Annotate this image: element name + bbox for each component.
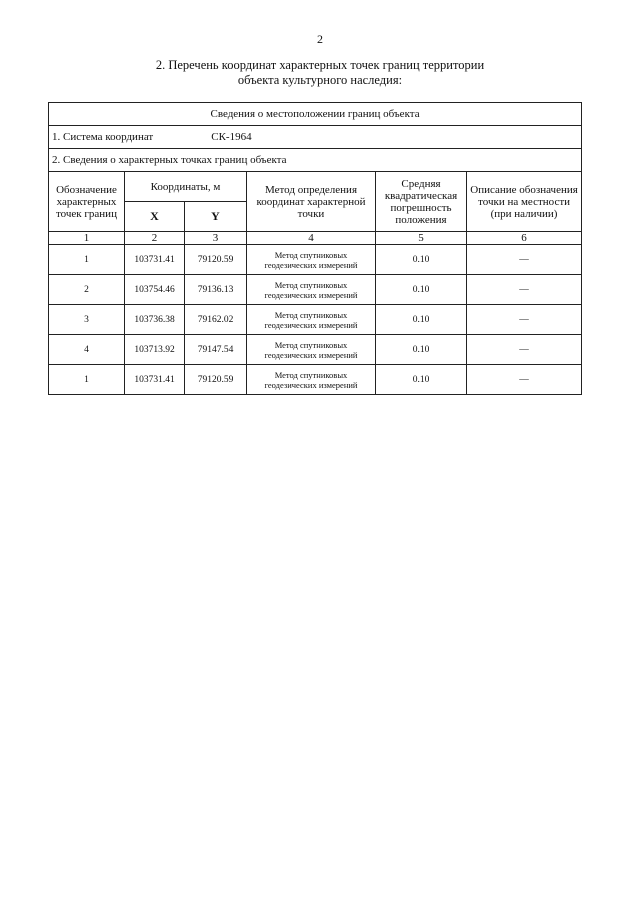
section-heading (0, 58, 640, 88)
error: 0.10 (376, 245, 467, 275)
column-number: 5 (376, 232, 467, 245)
description: — (467, 305, 582, 335)
method: Метод спутниковых геодезических измерений (247, 305, 376, 335)
coord-x: 103754.46 (125, 275, 185, 305)
table-row (49, 305, 582, 335)
error: 0.10 (376, 365, 467, 395)
method: Метод спутниковых геодезических измерений (247, 365, 376, 395)
coord-x: 103731.41 (125, 365, 185, 395)
table-row (49, 365, 582, 395)
column-number: 2 (125, 232, 185, 245)
description: — (467, 275, 582, 305)
header-designation: Обозначение характерных точек границ (49, 172, 125, 232)
coord-x: 103713.92 (125, 335, 185, 365)
error: 0.10 (376, 305, 467, 335)
point-designation: 3 (49, 305, 125, 335)
column-number: 6 (467, 232, 582, 245)
column-number: 4 (247, 232, 376, 245)
point-designation: 1 (49, 245, 125, 275)
coord-system-row (49, 126, 582, 149)
coord-system-cell (49, 126, 582, 149)
method: Метод спутниковых геодезических измерений (247, 245, 376, 275)
coord-system-label: 1. Система координат (52, 131, 154, 143)
header-description: Описание обозначения точки на местности (при наличии) (467, 172, 582, 232)
table-row (49, 335, 582, 365)
page-number: 2 (317, 32, 323, 46)
table-title: Сведения о местоположении границ объекта (49, 103, 582, 126)
coord-y: 79162.02 (185, 305, 247, 335)
method: Метод спутниковых геодезических измерений (247, 275, 376, 305)
description: — (467, 335, 582, 365)
header-y: Y (185, 202, 247, 232)
header-error: Средняя квадратическая погрешность положения (376, 172, 467, 232)
table-row (49, 275, 582, 305)
error: 0.10 (376, 335, 467, 365)
point-designation: 1 (49, 365, 125, 395)
section2-label: 2. Сведения о характерных точках границ объекта (49, 149, 582, 172)
coord-y: 79147.54 (185, 335, 247, 365)
section2-row (49, 149, 582, 172)
table-title-row (49, 103, 582, 126)
coord-x: 103731.41 (125, 245, 185, 275)
table-row (49, 245, 582, 275)
boundary-coordinates-table (48, 102, 582, 395)
coord-x: 103736.38 (125, 305, 185, 335)
coord-y: 79120.59 (185, 365, 247, 395)
error: 0.10 (376, 275, 467, 305)
description: — (467, 365, 582, 395)
column-number: 3 (185, 232, 247, 245)
heading-line-2: объекта культурного наследия: (237, 73, 403, 87)
header-x: X (125, 202, 185, 232)
heading-line-1: 2. Перечень координат характерных точек границ территории (155, 58, 485, 72)
header-coordinates: Координаты, м (125, 172, 247, 202)
header-method: Метод определения координат характерной точки (247, 172, 376, 232)
coord-y: 79136.13 (185, 275, 247, 305)
coord-system-value: СК-1964 (211, 131, 252, 143)
column-numbers-row (49, 232, 582, 245)
coord-y: 79120.59 (185, 245, 247, 275)
point-designation: 2 (49, 275, 125, 305)
point-designation: 4 (49, 335, 125, 365)
method: Метод спутниковых геодезических измерений (247, 335, 376, 365)
column-number: 1 (49, 232, 125, 245)
header-row-1 (49, 172, 582, 202)
description: — (467, 245, 582, 275)
